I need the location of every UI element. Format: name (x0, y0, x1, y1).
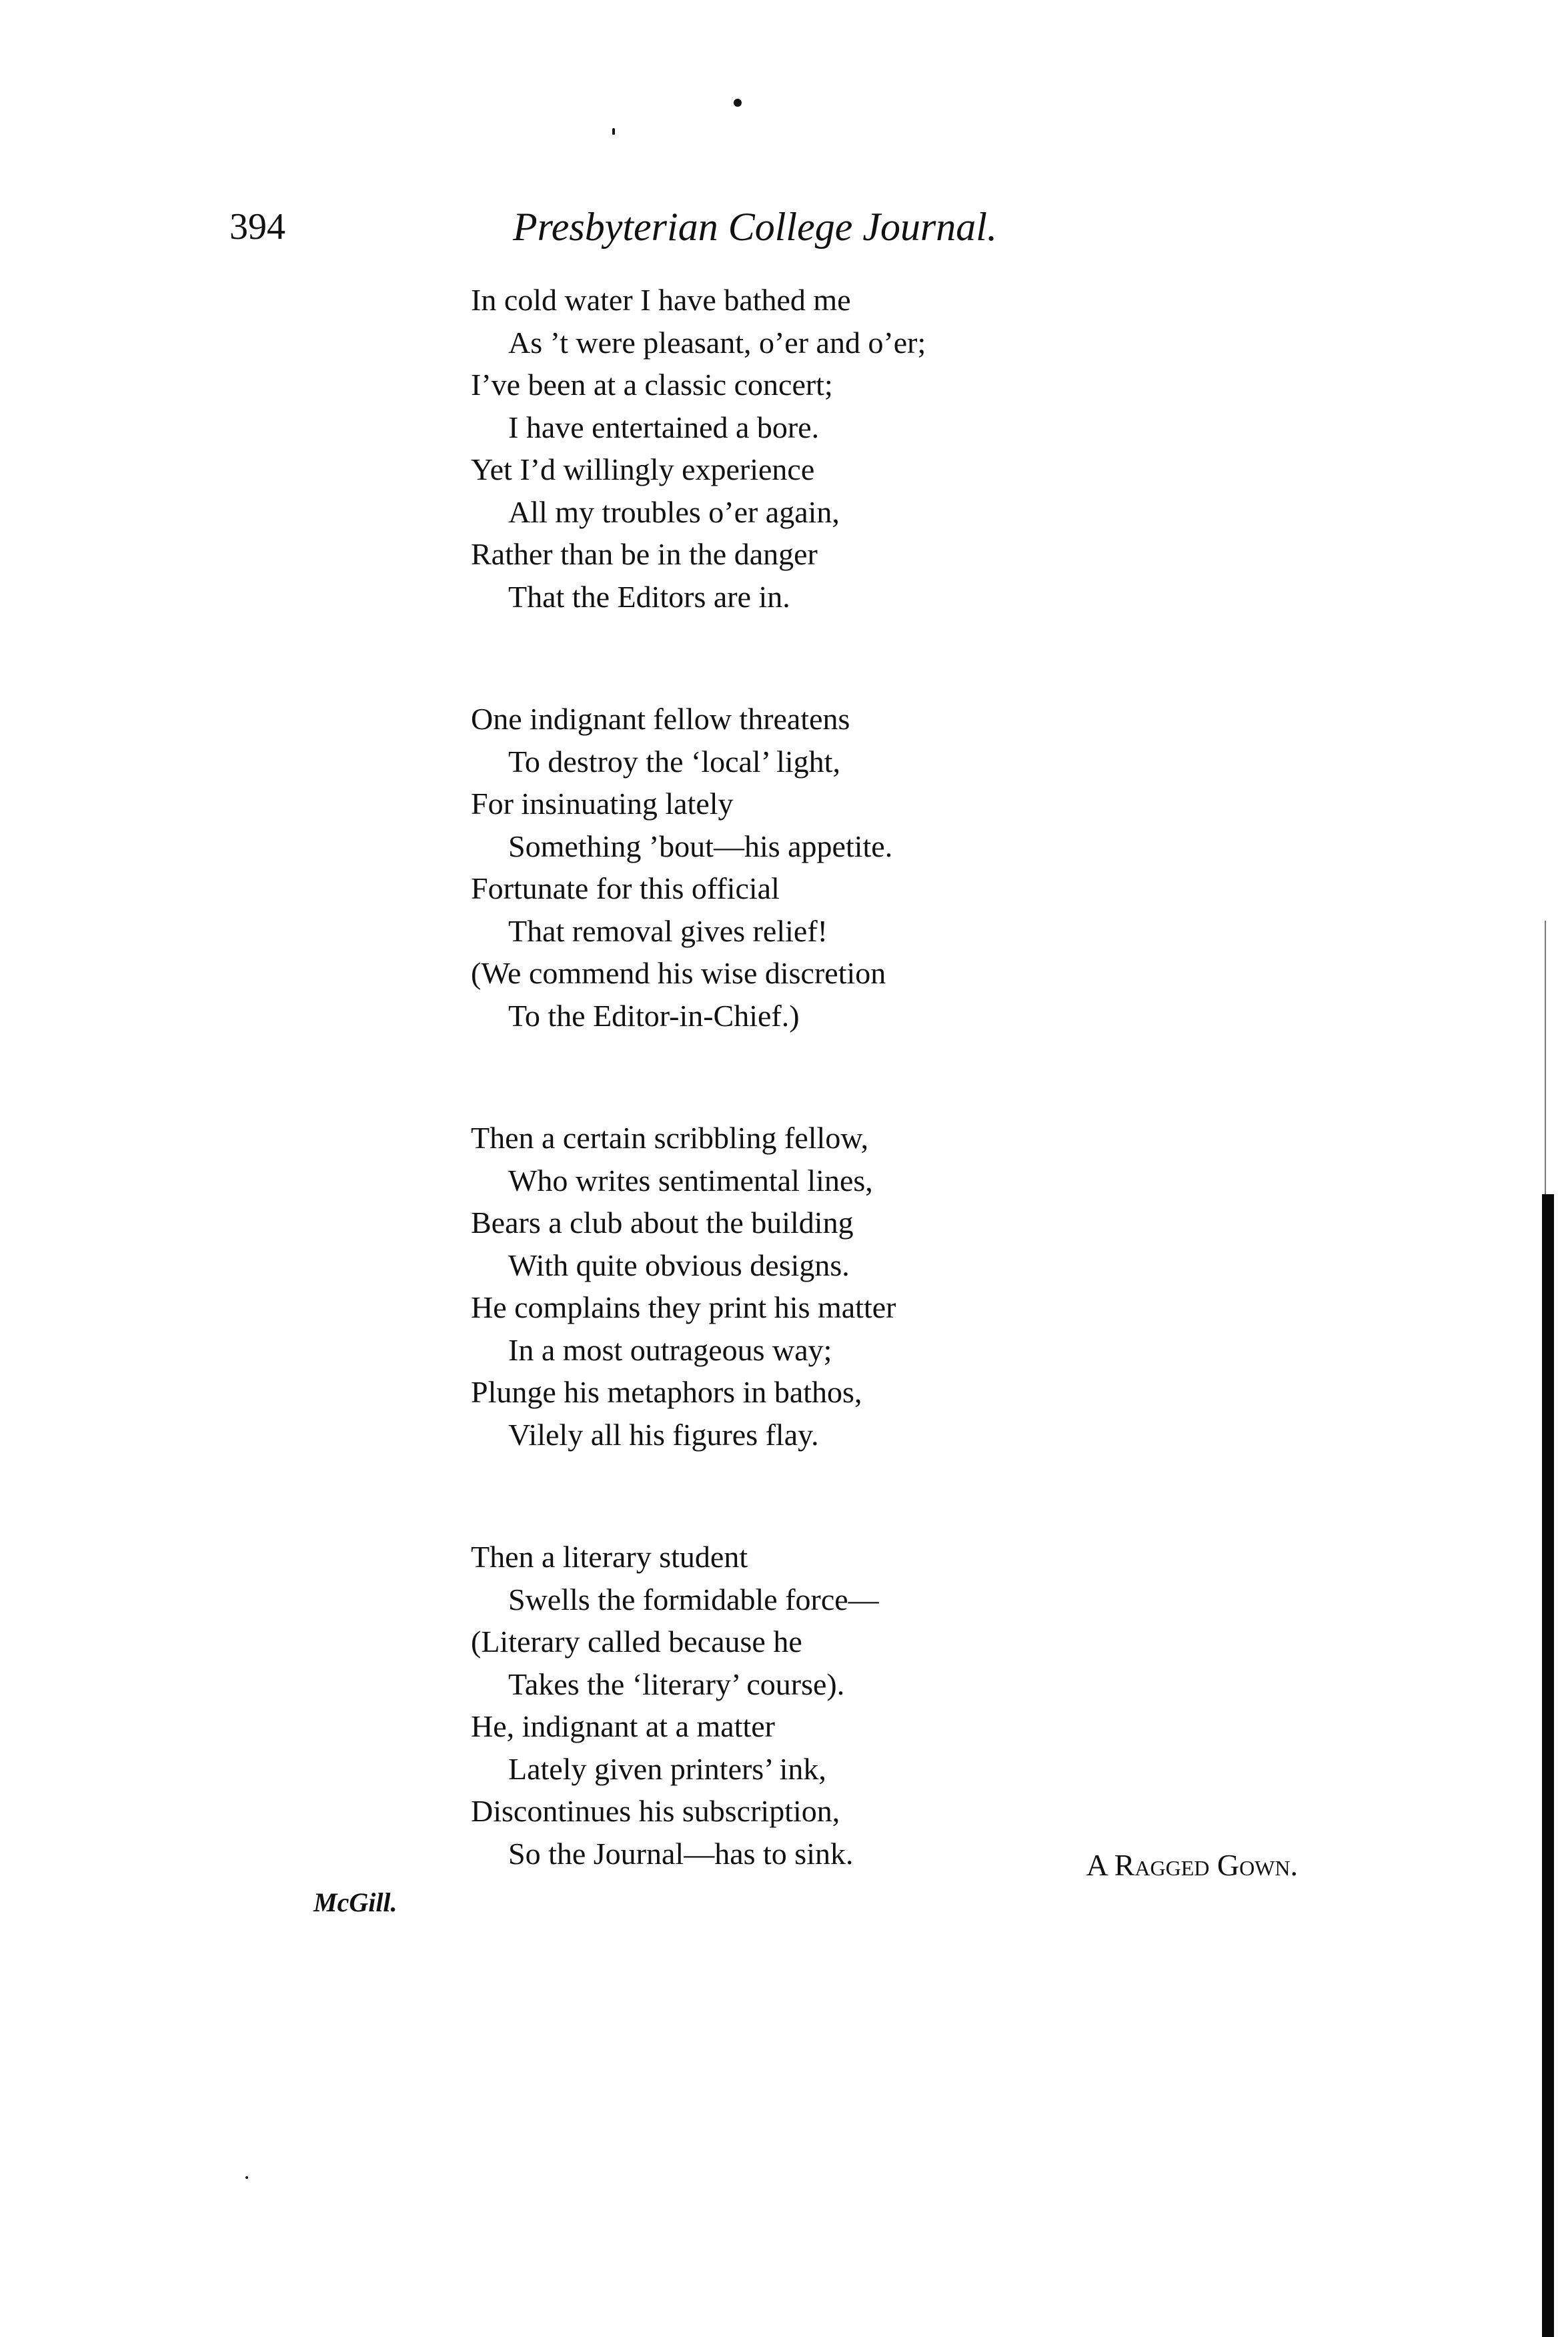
author-signature: A Ragged Gown. (1086, 1848, 1298, 1882)
stanza-1 (471, 279, 1071, 618)
poem-line: Then a certain scribbling fellow, (471, 1121, 869, 1155)
poem-line: Takes the ‘literary’ course). (508, 1667, 845, 1701)
scan-edge-shadow (1542, 1194, 1554, 2337)
poem-line: To the Editor-in-Chief.) (508, 998, 800, 1033)
scan-edge-line (1545, 921, 1546, 1201)
poem-line: With quite obvious designs. (508, 1248, 850, 1282)
page-header (229, 200, 1063, 254)
stanza-2 (471, 698, 1071, 1037)
poem-line: All my troubles o’er again, (508, 494, 840, 529)
poem-line: (We commend his wise discretion (471, 956, 886, 990)
poem-line: For insinuating lately (471, 787, 734, 821)
poem-line: I have entertained a bore. (508, 410, 820, 444)
poem-line: (Literary called because he (471, 1624, 802, 1659)
place-line: McGill. (313, 1887, 398, 1917)
poem-line: Something ’bout—his appetite. (508, 829, 893, 863)
poem-line: Who writes sentimental lines, (508, 1163, 873, 1198)
poem-line: That removal gives relief! (508, 913, 828, 948)
poem-line: Lately given printers’ ink, (508, 1751, 826, 1786)
stanza-4 (471, 1536, 1071, 1875)
poem-line: In a most outrageous way; (508, 1332, 832, 1367)
poem (471, 279, 1071, 1955)
poem-line: Discontinues his subscription, (471, 1794, 840, 1828)
poem-line: Bears a club about the building (471, 1206, 854, 1240)
running-title: Presbyterian College Journal. (513, 205, 997, 249)
poem-line: He, indignant at a matter (471, 1709, 776, 1743)
ink-speck (734, 99, 742, 107)
poem-line: To destroy the ‘local’ light, (508, 744, 840, 779)
poem-line: Rather than be in the danger (471, 537, 818, 571)
ink-speck (612, 128, 615, 135)
poem-line: As ’t were pleasant, o’er and o’er; (508, 325, 926, 360)
poem-line: He complains they print his matter (471, 1290, 896, 1324)
poem-line: Yet I’d willingly experience (471, 452, 815, 486)
stanza-3 (471, 1117, 1071, 1456)
poem-line: Fortunate for this official (471, 871, 780, 905)
poem-line: Vilely all his figures flay. (508, 1417, 819, 1452)
poem-line: I’ve been at a classic concert; (471, 368, 833, 402)
poem-line: In cold water I have bathed me (471, 283, 851, 317)
poem-line: Then a literary student (471, 1540, 748, 1574)
ink-speck (245, 2176, 248, 2179)
poem-line: Swells the formidable force— (508, 1582, 879, 1616)
poem-line: That the Editors are in. (508, 579, 790, 614)
poem-line: So the Journal—has to sink. (508, 1836, 854, 1871)
poem-line: Plunge his metaphors in bathos, (471, 1375, 862, 1409)
page-number: 394 (229, 206, 285, 248)
poem-line: One indignant fellow threatens (471, 702, 850, 736)
